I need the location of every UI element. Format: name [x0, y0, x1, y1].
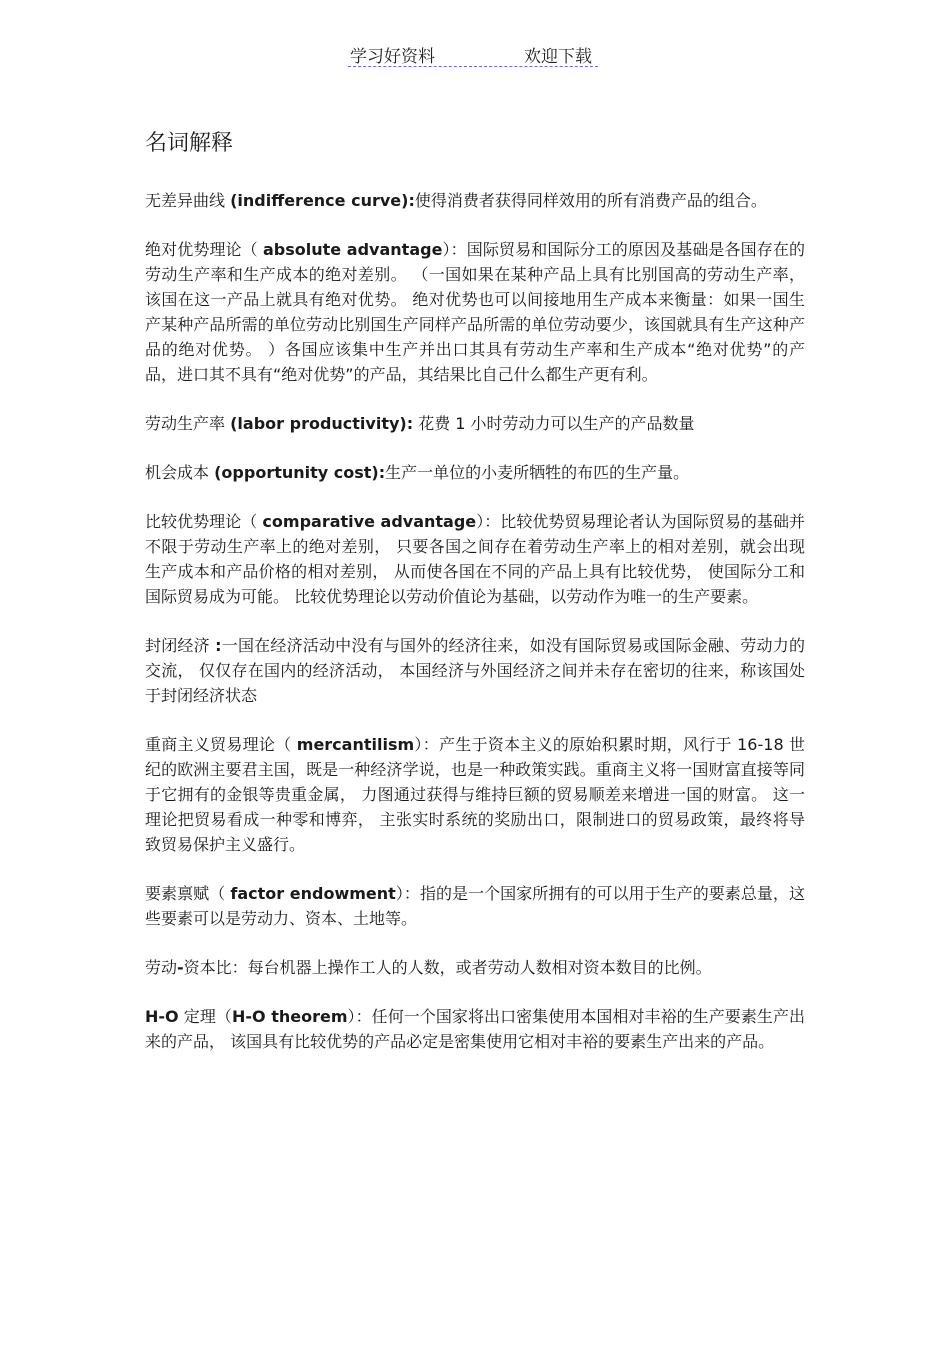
entry-definition: 生产一单位的小麦所牺牲的布匹的生产量。	[385, 463, 690, 482]
entry-closed-economy	[145, 633, 805, 708]
page-header	[348, 40, 598, 67]
entry-term: 劳动生产率	[145, 414, 226, 433]
entry-definition: 使得消费者获得同样效用的所有消费产品的组合。	[414, 191, 767, 210]
page-title: 名词解释	[145, 131, 234, 156]
entry-definition: 产生于资本主义的原始积累时期，风行于 16-18 世纪的欧洲主要君主国，既是一种经济学说，也是一种政策实践。重商主义将一国财富直接等同于它拥有的金银等贵重金属， 力图通过获得与维持巨额的贸易顺差来增进一国的财富。 这一理论把贸易看成一种零和博弈， 主张实时系统的奖励出口，限制进口的贸易政策，最终将导致贸易保护主义盛行。	[145, 735, 805, 854]
entry-term-en: comparative advantage	[262, 512, 477, 531]
entry-term-en: :	[215, 636, 222, 655]
entry-indifference-curve	[145, 188, 805, 213]
entry-term: 无差异曲线	[145, 191, 226, 210]
entry-labor-productivity	[145, 411, 805, 436]
entry-term-en: absolute advantage	[262, 240, 443, 259]
entry-definition: 指的是一个国家所拥有的可以用于生产的要素总量，这些要素可以是劳动力、资本、土地等。	[145, 884, 805, 928]
entry-definition: 比较优势贸易理论者认为国际贸易的基础并不限于劳动生产率上的绝对差别， 只要各国之间存在着劳动生产率上的相对差别，就会出现生产成本和产品价格的相对差别， 从而使各国在不同的产品上具有比较优势， 使国际分工和国际贸易成为可能。 比较优势理论以劳动价值论为基础，以劳动作为唯一的生产要素。	[145, 512, 805, 606]
entry-ho-theorem: H-O 定理（H-O theorem）：任何一个国家将出口密集使用本国相对丰裕的生产要素生产出来的产品， 该国具有比较优势的产品必定是密集使用它相对丰裕的要素生产出来的产品。	[145, 1007, 805, 1051]
entry-term-en: -	[177, 958, 184, 977]
entry-mercantilism: 重商主义贸易理论（ mercantilism）：产生于资本主义的原始积累时期，风行于 16-18 世纪的欧洲主要君主国，既是一种经济学说，也是一种政策实践。重商主义将一国财富直接等同于它拥有的金银等贵重金属， 力图通过获得与维持巨额的贸易顺差来增进一国的财富。 这一理论把贸易看成一种零和博弈， 主张实时系统的奖励出口，限制进口的贸易政策，最终将导致贸易保护主义盛行。	[145, 735, 805, 854]
entry-term-en: factor endowment	[230, 884, 396, 903]
entry-term: 封闭经济	[145, 636, 210, 655]
header-left-text: 学习好资料	[350, 47, 435, 67]
entry-term: 比较优势理论	[145, 512, 242, 531]
entry-opportunity-cost	[145, 460, 805, 485]
entry-labor-capital-ratio	[145, 955, 805, 980]
entry-term: 要素禀赋	[145, 884, 210, 903]
entry-term: H-O	[145, 1007, 179, 1026]
entry-factor-endowment: 要素禀赋（ factor endowment）：指的是一个国家所拥有的可以用于生产的要素总量，这些要素可以是劳动力、资本、土地等。	[145, 884, 805, 928]
entry-term-en: H-O theorem	[231, 1007, 348, 1026]
entry-term: 重商主义贸易理论	[145, 735, 276, 754]
entry-term: 绝对优势理论	[145, 240, 242, 259]
entry-term-en: (labor productivity):	[230, 414, 414, 433]
glossary-list	[145, 188, 805, 1078]
entry-definition: 资本比：每台机器上操作工人的人数，或者劳动人数相对资本数目的比例。	[183, 958, 712, 977]
header-right-text: 欢迎下载	[524, 47, 592, 67]
entry-term-en: (indifference curve):	[230, 191, 415, 210]
entry-comparative-advantage: 比较优势理论（ comparative advantage）：比较优势贸易理论者认为国际贸易的基础并不限于劳动生产率上的绝对差别， 只要各国之间存在着劳动生产率上的相对差别，就会出现生产成本和产品价格的相对差别， 从而使各国在不同的产品上具有比较优势， 使国际分工和国际贸易成为可能。 比较优势理论以劳动价值论为基础，以劳动作为唯一的生产要素。	[145, 512, 805, 606]
entry-definition: 任何一个国家将出口密集使用本国相对丰裕的生产要素生产出来的产品， 该国具有比较优势的产品必定是密集使用它相对丰裕的要素生产出来的产品。	[145, 1007, 805, 1051]
entry-term-en: (opportunity cost):	[214, 463, 386, 482]
entry-definition: 一国在经济活动中没有与国外的经济往来，如没有国际贸易或国际金融、劳动力的交流， 仅仅存在国内的经济活动， 本国经济与外国经济之间并未存在密切的往来，称该国处于封闭经济状态	[145, 636, 805, 705]
entry-term-en: mercantilism	[296, 735, 415, 754]
entry-term: 劳动	[145, 958, 178, 977]
entry-definition: 花费 1 小时劳动力可以生产的产品数量	[418, 414, 695, 433]
entry-definition: 国际贸易和国际分工的原因及基础是各国存在的劳动生产率和生产成本的绝对差别。 （一国如果在某种产品上具有比别国高的劳动生产率， 该国在这一产品上就具有绝对优势。 绝对优势也可以间接地用生产成本来衡量：如果一国生产某种产品所需的单位劳动比别国生产同样产品所需的单位劳动要少，该国就具有生产这种产品的绝对优势。 ）各国应该集中生产并出口其具有劳动生产率和生产成本“绝对优势”的产品，进口其不具有“绝对优势”的产品，其结果比自己什么都生产更有利。	[145, 240, 805, 384]
entry-absolute-advantage: 绝对优势理论（ absolute advantage）：国际贸易和国际分工的原因及基础是各国存在的劳动生产率和生产成本的绝对差别。 （一国如果在某种产品上具有比别国高的劳动生产率， 该国在这一产品上就具有绝对优势。 绝对优势也可以间接地用生产成本来衡量：如果一国生产某种产品所需的单位劳动比别国生产同样产品所需的单位劳动要少，该国就具有生产这种产品的绝对优势。 ）各国应该集中生产并出口其具有劳动生产率和生产成本“绝对优势”的产品，进口其不具有“绝对优势”的产品，其结果比自己什么都生产更有利。	[145, 240, 805, 384]
entry-term: 机会成本	[145, 463, 210, 482]
